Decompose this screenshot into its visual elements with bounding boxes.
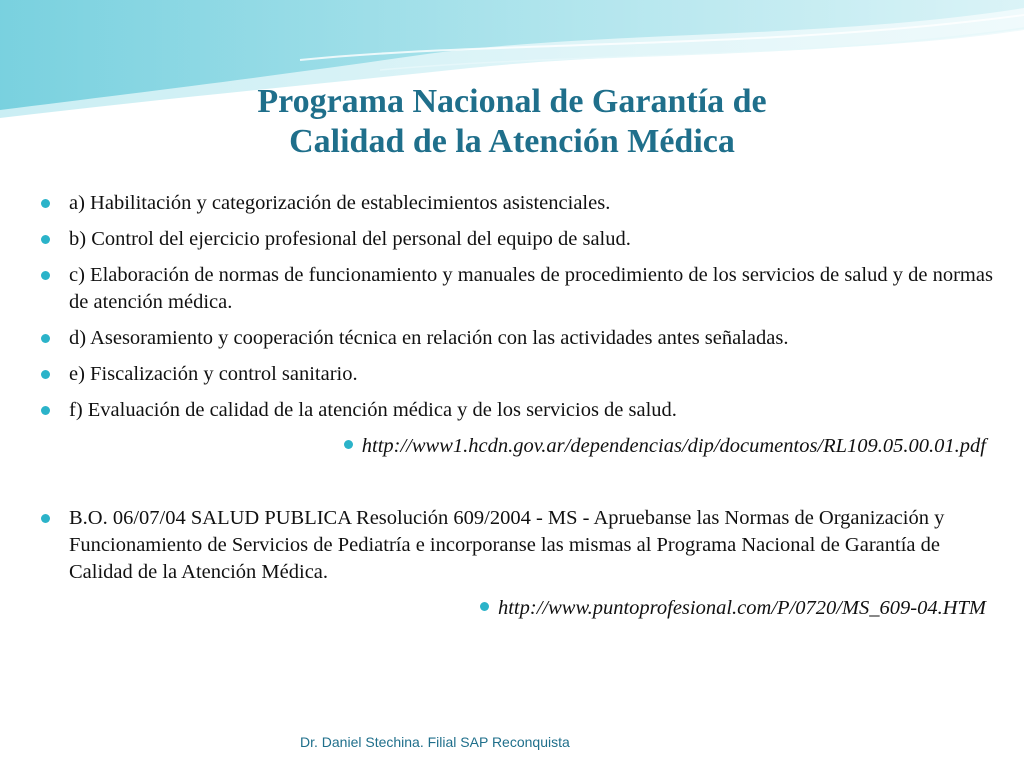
slide-content — [38, 190, 998, 631]
list-item — [38, 325, 998, 352]
list-item-text: d) Asesoramiento y cooperación técnica en relación con las actividades antes señaladas. — [69, 327, 789, 349]
list-item-text: c) Elaboración de normas de funcionamiento y manuales de procedimiento de los servicios de salud y de normas de atención médica. — [69, 264, 993, 313]
bullet-icon — [41, 514, 50, 523]
list-item — [38, 397, 998, 424]
list-item-text: f) Evaluación de calidad de la atención médica y de los servicios de salud. — [69, 399, 677, 421]
list-item — [38, 505, 998, 586]
list-item — [38, 262, 998, 316]
list-item — [38, 226, 998, 253]
list-item — [38, 190, 998, 217]
reference-link-1[interactable] — [38, 433, 998, 460]
list-item-text: b) Control del ejercicio profesional del personal del equipo de salud. — [69, 228, 631, 250]
list-item-text: B.O. 06/07/04 SALUD PUBLICA Resolución 609/2004 - MS - Apruebanse las Normas de Organización y Funcionamiento de Servicios de Pediatría e incorporanse las mismas al Programa Nacional de Garantía de Calidad de la Atención Médica. — [69, 507, 945, 583]
list-item-text: a) Habilitación y categorización de establecimientos asistenciales. — [69, 192, 611, 214]
list-item — [38, 361, 998, 388]
bullet-icon — [41, 370, 50, 379]
bullet-icon — [344, 440, 353, 449]
page-title — [0, 82, 1024, 162]
title-line-1: Programa Nacional de Garantía de — [257, 83, 767, 120]
bullet-list — [38, 190, 998, 424]
spacer — [38, 469, 998, 505]
bullet-list-2 — [38, 505, 998, 586]
bullet-icon — [41, 334, 50, 343]
bullet-icon — [41, 235, 50, 244]
bullet-icon — [41, 406, 50, 415]
link-text[interactable]: http://www1.hcdn.gov.ar/dependencias/dip/documentos/RL109.05.00.01.pdf — [361, 435, 986, 457]
reference-link-2[interactable] — [38, 595, 998, 622]
footer-credit: Dr. Daniel Stechina. Filial SAP Reconquista — [300, 734, 570, 750]
list-item-text: e) Fiscalización y control sanitario. — [69, 363, 358, 385]
bullet-icon — [41, 199, 50, 208]
title-line-2: Calidad de la Atención Médica — [289, 123, 735, 160]
bullet-icon — [41, 271, 50, 280]
link-text[interactable]: http://www.puntoprofesional.com/P/0720/MS_609-04.HTM — [497, 597, 986, 619]
bullet-icon — [480, 602, 489, 611]
